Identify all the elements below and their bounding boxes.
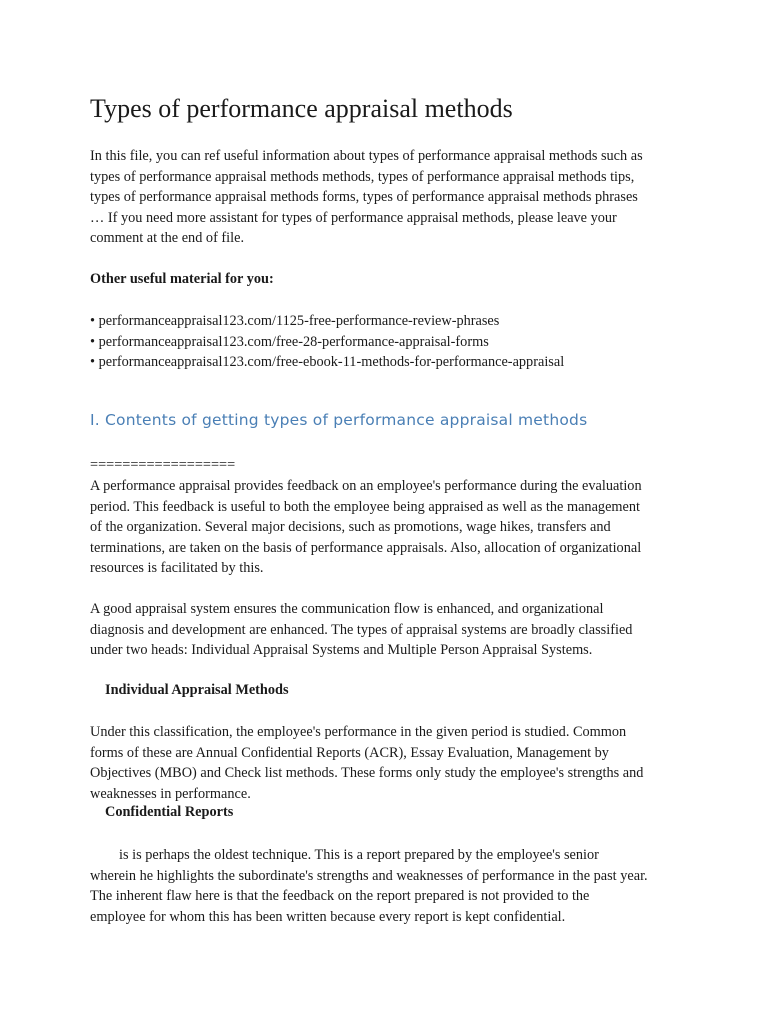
paragraph-confidential-reports [90,845,690,927]
intro-line: In this file, you can ref useful information about types of performance appraisal methods such as [90,148,643,164]
paragraph-line: is is perhaps the oldest technique. This is a report prepared by the employee's senior [119,847,599,863]
intro-line: … If you need more assistant for types of performance appraisal methods, please leave your [90,209,617,226]
section-heading: I. Contents of getting types of performance appraisal methods [90,411,588,429]
paragraph-line: of the organization. Several major decisions, such as promotions, wage hikes, transfers and [90,519,611,536]
paragraph-individual-methods [90,722,690,804]
paragraph-good-appraisal [90,599,690,661]
intro-line: comment at the end of file. [90,230,245,247]
separator-line: ================== [90,457,236,473]
paragraph-line: forms of these are Annual Confidential Reports (ACR), Essay Evaluation, Management by [90,744,609,761]
paragraph-line: weaknesses in performance. [90,785,251,802]
confidential-reports-heading: Confidential Reports [105,804,234,820]
paragraph-line: period. This feedback is useful to both the employee being appraised as well as the management [90,498,640,515]
paragraph-line: Under this classification, the employee's performance in the given period is studied. Common [90,724,627,740]
useful-material-heading: Other useful material for you: [90,271,274,287]
document-title: Types of performance appraisal methods [90,94,513,123]
intro-line: types of performance appraisal methods forms, types of performance appraisal methods phrases [90,189,638,206]
paragraph-line: wherein he highlights the subordinate's strengths and weaknesses of performance in the past year. [90,867,648,884]
paragraph-line: The inherent flaw here is that the feedback on the report prepared is not provided to the [90,888,590,905]
paragraph-line: A good appraisal system ensures the communication flow is enhanced, and organizational [90,601,604,617]
paragraph-line: terminations, are taken on the basis of performance appraisals. Also, allocation of organizational [90,539,642,556]
useful-links-list [90,311,564,373]
paragraph-line: under two heads: Individual Appraisal Systems and Multiple Person Appraisal Systems. [90,642,593,659]
useful-link[interactable]: • performanceappraisal123.com/1125-free-performance-review-phrases [90,313,500,329]
individual-appraisal-heading: Individual Appraisal Methods [105,682,289,698]
paragraph-performance-appraisal [90,476,690,579]
paragraph-line: resources is facilitated by this. [90,560,264,577]
intro-paragraph [90,146,690,249]
useful-link[interactable]: • performanceappraisal123.com/free-28-performance-appraisal-forms [90,333,489,350]
intro-line: types of performance appraisal methods methods, types of performance appraisal methods tips, [90,168,635,185]
paragraph-line: diagnosis and development are enhanced. The types of appraisal systems are broadly classified [90,621,633,638]
useful-link[interactable]: • performanceappraisal123.com/free-ebook-11-methods-for-performance-appraisal [90,354,565,371]
paragraph-line: Objectives (MBO) and Check list methods. These forms only study the employee's strengths and [90,765,644,782]
paragraph-line: employee for whom this has been written because every report is kept confidential. [90,908,566,925]
paragraph-line: A performance appraisal provides feedback on an employee's performance during the evaluation [90,478,642,494]
